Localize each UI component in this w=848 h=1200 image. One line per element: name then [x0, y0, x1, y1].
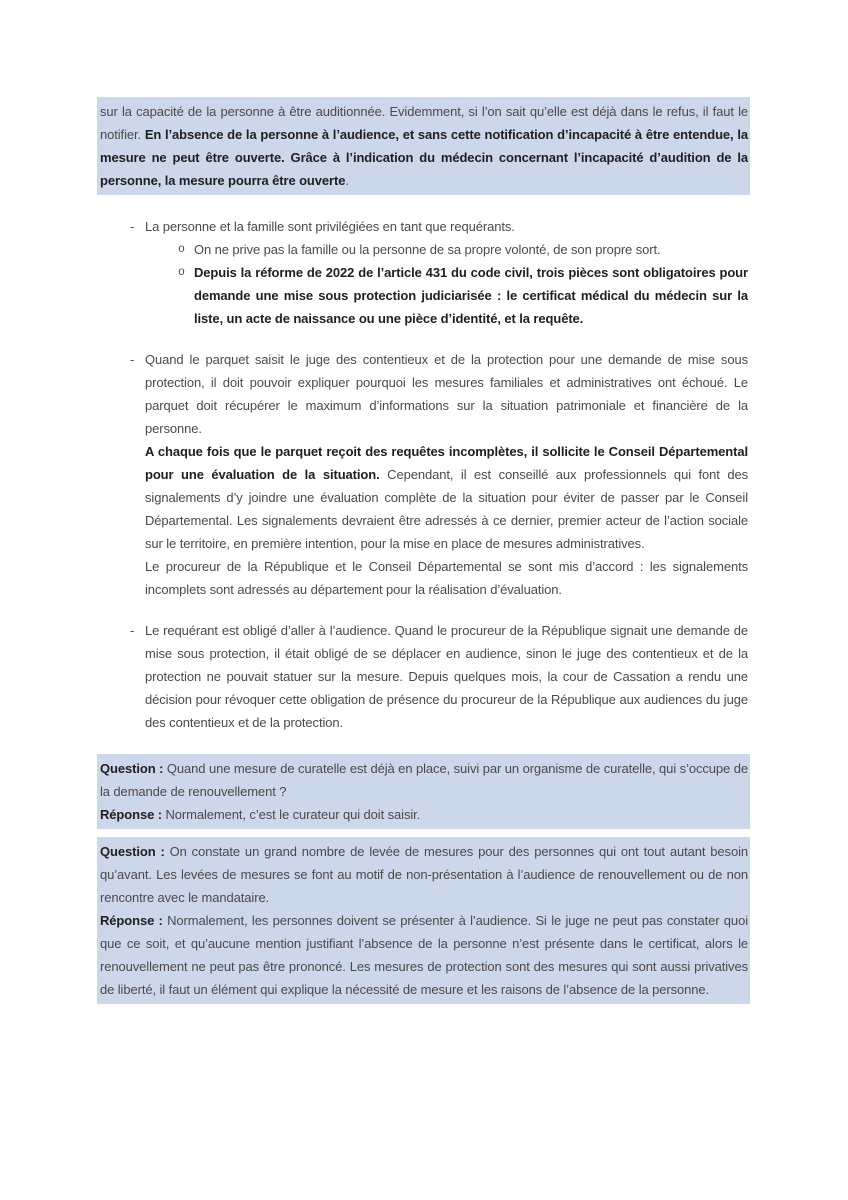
answer-text: Normalement, les personnes doivent se présenter à l’audience. Si le juge ne peut pas constater quoi que ce soit, et qu’aucune mention justifiant l’absence de la personne n’est présente dans le certificat, alors le renouvellement ne peut pas être prononcé. Les mesures de protection sont des mesures qui sont aussi privatives de liberté, il faut un élément qui explique la nécessité de mesure et les raisons de l’absence de la personne.	[100, 913, 748, 997]
sub-bullet-reforme-2022	[145, 261, 748, 330]
answer-label: Réponse :	[100, 807, 166, 822]
parquet-paragraph-1: Quand le parquet saisit le juge des contentieux et de la protection pour une demande de mise sous protection, il doit pouvoir expliquer pourquoi les mesures familiales et administratives ont échoué. Le parquet doit récupérer le maximum d’informations sur la situation patrimoniale et financière de la personne.	[145, 352, 748, 436]
sub-bullet-reforme-2022-text: Depuis la réforme de 2022 de l’article 431 du code civil, trois pièces sont obligatoires pour demande une mise sous protection judiciarisée : le certificat médical du médecin sur la liste, un acte de naissance ou une pièce d’identité, et la requête.	[194, 265, 748, 326]
bullet-requerants-text: La personne et la famille sont privilégiées en tant que requérants.	[145, 219, 515, 234]
bullet-item-body	[145, 215, 748, 330]
circle-bullet-marker: o	[178, 266, 185, 279]
bullet-item-parquet	[100, 348, 748, 601]
bullet-item-requerants	[100, 215, 748, 330]
intro-text-normal: sur la capacité de la personne à être auditionnée. Evidemment, si l’on sait qu’elle est déjà dans le refus, il faut le notifier.	[100, 104, 748, 142]
bullet-item-body	[145, 619, 748, 734]
question-text: Quand une mesure de curatelle est déjà en place, suivi par un organisme de curatelle, qui s’occupe de la demande de renouvellement ?	[100, 761, 748, 799]
intro-highlighted-paragraph	[97, 97, 750, 195]
question-text: On constate un grand nombre de levée de mesures pour des personnes qui ont tout autant besoin qu’avant. Les levées de mesures se font au motif de non-présentation à l’audience de renouvellement ou de non rencontre avec le mandataire.	[100, 844, 748, 905]
qa-block-levee-mesures	[97, 837, 750, 1004]
question-label: Question :	[100, 844, 170, 859]
dash-bullet-marker: -	[130, 623, 135, 638]
bullet-item-body	[145, 348, 748, 601]
question-paragraph	[100, 757, 748, 803]
parquet-paragraph-2-bold: A chaque fois que le parquet reçoit des requêtes incomplètes, il sollicite le Conseil Départemental pour une évaluation de la situation.	[145, 444, 748, 482]
dash-bullet-marker: -	[130, 352, 135, 367]
sub-bullet-volonte-text: On ne prive pas la famille ou la personne de sa propre volonté, de son propre sort.	[194, 242, 661, 257]
parquet-paragraph-3: Le procureur de la République et le Conseil Départemental se sont mis d’accord : les signalements incomplets sont adressés au département pour la réalisation d’évaluation.	[145, 559, 748, 597]
requerant-audience-text: Le requérant est obligé d’aller à l’audience. Quand le procureur de la République signait une demande de mise sous protection, il était obligé de se déplacer en audience, sinon le juge des contentieux et de la protection ne pouvait statuer sur la mesure. Depuis quelques mois, la cour de Cassation a rendu une décision pour révoquer cette obligation de présence du procureur de la République aux audiences du juge des contentieux et de la protection.	[145, 623, 748, 730]
answer-text: Normalement, c’est le curateur qui doit saisir.	[165, 807, 421, 822]
answer-paragraph	[100, 803, 748, 826]
qa-block-curatelle	[97, 754, 750, 829]
parquet-paragraph-2	[145, 440, 748, 555]
dash-bullet-marker: -	[130, 219, 135, 234]
intro-text-bold: En l’absence de la personne à l’audience, et sans cette notification d’incapacité à être entendue, la mesure ne peut être ouverte. Grâce à l’indication du médecin concernant l’incapacité d’audition de la personne, la mesure pourra être ouverte	[100, 127, 748, 188]
circle-bullet-marker: o	[178, 243, 185, 256]
bullet-item-requerant-audience	[100, 619, 748, 734]
answer-label: Réponse :	[100, 913, 168, 928]
intro-text-period: .	[345, 173, 349, 188]
page-content	[100, 97, 748, 1004]
answer-paragraph	[100, 909, 748, 1001]
sub-bullet-volonte	[145, 238, 748, 261]
question-label: Question :	[100, 761, 167, 776]
question-paragraph	[100, 840, 748, 909]
parquet-paragraph-2-rest: Cependant, il est conseillé aux professionnels qui font des signalements d’y joindre une évaluation complète de la situation pour éviter de passer par le Conseil Départemental. Les signalements devraient être adressés à ce dernier, premier acteur de l’action sociale sur le territoire, en première intention, pour la mise en place de mesures administratives.	[145, 467, 748, 551]
